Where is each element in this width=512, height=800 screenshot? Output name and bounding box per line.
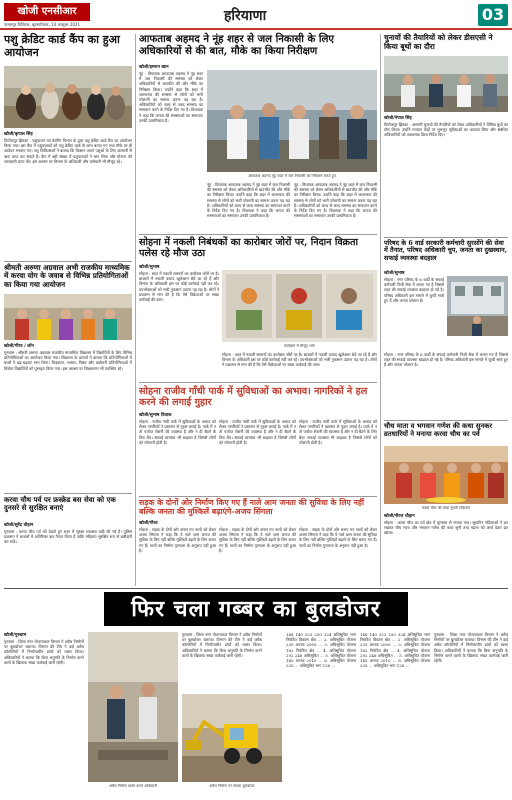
article-body: फिरोजपुर झिरका : पशुपालन एवं डेयरिंग विभाग के द्वारा पशु क्रेडिट कार्ड कैंप का आयोजन किया गया। इस कैंप में पशुपालकों को पशु क्रेडिट कार्ड के लाभ बताए गए तथा मौके पर ही आवेदन भरवाए गए। पशु चिकित्सकों ने बताया कि किसान अपने पशुओं के लिए आसानी से ऋण प्राप्त कर सकते हैं। कैंप में बड़ी संख्या में पशुपालकों ने भाग लिया और योजना की जानकारी प्राप्त की। इस अवसर पर विभाग के अधिकारी और कर्मचारी भी मौजूद रहे। bbox=[4, 138, 132, 164]
article-body: सोहना : करवा चौथ का पर्व क्षेत्र में धूमधाम से मनाया गया। सुहागिन महिलाओं ने व्रत रखकर चौथ माता और भगवान गणेश की कथा सुनी तथा चंद्रमा को अर्घ्य देकर व्रत खोला। bbox=[384, 520, 508, 536]
photo-caption: कार्यक्रम में मौजूद लोग bbox=[284, 344, 315, 348]
photo-fake-goods bbox=[222, 270, 377, 342]
byline: खोजी/नेपाल सिंह bbox=[384, 116, 412, 121]
newspaper-logo: खोजी एनसीआर bbox=[4, 3, 90, 21]
page-number: 03 bbox=[478, 4, 508, 26]
headline-fake-goods-sohna: सोहना में नकली निबंधकों का कारोबार जोरों पर, निदान विक्रता पलेस रहे मौज उठा bbox=[139, 237, 358, 260]
article-body: सोहना : सड़क के दोनों ओर बनाए गए नालों को लेकर अजय सिंगला ने कहा कि ये नाले आम जनता की सुविधा के लिए नहीं बल्कि मुश्किलें बढ़ाने के लिए बनाए गए हैं। नालों का निर्माण गुणवत्ता के अनुरूप नहीं हुआ है। bbox=[219, 527, 296, 553]
divider bbox=[139, 234, 377, 235]
byline: खोजी/गौरव / लॉन bbox=[4, 344, 34, 349]
byline: खोजी/सुभाष विवाक bbox=[139, 413, 172, 418]
photo-karwa-chauth bbox=[384, 446, 508, 504]
article-body: सोहना : सड़क के दोनों ओर बनाए गए नालों को लेकर अजय सिंगला ने कहा कि ये नाले आम जनता की सुविधा के लिए नहीं बल्कि मुश्किलें बढ़ाने के लिए बनाए गए हैं। नालों का निर्माण गुणवत्ता के अनुरूप नहीं हुआ है। bbox=[139, 527, 216, 553]
article-body: गुरुग्राम : श्रीमती अरुणा अग्रवाल राजकीय माध्यमिक विद्यालय में विद्यार्थियों के लिए विभिन्न प्रतियोगिताओं का आयोजन किया गया। विद्यालय के प्राचार्य ने बताया कि प्रतियोगिताओं में बच्चों ने बढ़-चढ़कर भाग लिया। चित्रकला, भाषण, निबंध और प्रश्नोत्तरी प्रतियोगिताओं में विजेता विद्यार्थियों को पुरस्कृत किया गया। इस अवसर पर शिक्षकगण भी उपस्थित रहे। bbox=[4, 350, 132, 371]
byline: खोजी/सुभाष bbox=[384, 271, 405, 276]
divider bbox=[4, 493, 132, 494]
section-title: हरियाणा bbox=[224, 8, 267, 24]
byline: खोजी/कृपाल सिंह bbox=[4, 132, 33, 137]
headline-rajiv-gandhi-park: सोहना राजीव गाँधी पार्क में सुविधाओं का अभाव। नागरिकों ने हल करने की लगाई गुहार bbox=[139, 386, 368, 409]
byline: खोजी/गौरव bbox=[139, 521, 158, 526]
photo-cattle-camp bbox=[4, 66, 132, 128]
photo-caption: अवैध निर्माण ध्वस्त करते अधिकारी bbox=[109, 784, 157, 788]
article-body: फिरोजपुर झिरका : आगामी चुनावों की तैयारियों को लेकर अधिकारियों ने विभिन्न बूथों का दौरा किया। उन्होंने मतदान केंद्रों पर मूलभूत सुविधाओं का जायजा लिया और संबंधित अधिकारियों को आवश्यक दिशा-निर्देश दिए। bbox=[384, 122, 508, 138]
photo-school-event bbox=[4, 294, 132, 340]
article-body: सोहना : राजीव गांधी पार्क में सुविधाओं के अभाव को लेकर नागरिकों ने प्रशासन से गुहार लगाई है। पार्क में न तो पर्याप्त रोशनी की व्यवस्था है और न ही बैठने के लिए बेंच। सफाई व्यवस्था भी बदहाल है जिससे लोगों को परेशानी होती है। bbox=[299, 419, 377, 445]
headline-election-booths: चुनावों की तैयारियों को लेकर डीसएसी ने किया बूथों का दौरा bbox=[384, 33, 493, 51]
masthead bbox=[0, 0, 512, 30]
article-body: गुरुग्राम : जिला नगर योजनाकार विभाग ने अवैध निर्माणों पर बुलडोजर चलाया। विभाग की टीम ने कई अवैध कॉलोनियों में निर्माणाधीन ढांचों को ध्वस्त किया। अधिकारियों ने बताया कि बिना अनुमति के निर्माण करने वालों के खिलाफ सख्त कार्रवाई जारी रहेगी। bbox=[4, 639, 84, 665]
headline-school-competitions: श्रीमती अरुणा अग्रवाल अभी राजकीय माध्यमिक में करवा योग के जवाब से विभिन्न प्रतियोगिताओं का किया गया आयोजन bbox=[4, 263, 130, 289]
article-body: नूंह : विधायक आफताब अहमद ने नूंह शहर में जल निकासी की समस्या को लेकर अधिकारियों से बातचीत की और मौके का निरीक्षण किया। उन्होंने कहा कि शहर में जलभराव की समस्या से लोगों को भारी परेशानी का सामना करना पड़ रहा है। अधिकारियों को जल्द से जल्द समस्या का समाधान करने के निर्देश दिए गए हैं। विधायक ने कहा कि जनता की समस्याओं का समाधान उनकी प्राथमिकता है। bbox=[207, 182, 290, 219]
headline-council-workers: परिषद के 6 वार्ड सरकारी कर्मचारी सुरसोंगे की सेवा में तैनात, परिषद अधिकारी चुप, जनता का दुखस्थान, सफाई व्यवस्था बदहाल bbox=[384, 239, 507, 262]
headline-drains-ajay-singla: सड़क के दोनों ओर निर्माण किए गए हैं नाले आम जनता की सुविधा के लिए नहीं बल्कि जनता की मुश्किलें बढ़ाएंगे-अजय सिंगला bbox=[139, 498, 365, 516]
headline-karwa-chauth-katha: चौथ माता व भगवान गणेश की कथा सुनकर व्रतधारियों ने मनाया करवा चौथ का पर्व bbox=[384, 422, 493, 438]
notification-list: 148 149 323 250 324 अधिसूचित भाग नियंत्रित विकास क्षेत्र ... 2. अधिसूचित योजना 235 अनाज 2009 ... 3. अधिसूचित योजना 182 नियंत्रित क्षेत्र ... 4. अधिसूचित योजना 292 246 अधिसूचित ... 5. अधिसूचित योजना 145 अनाज 2010 ... 6. अधिसूचित योजना 235 ... अधिसूचित भाग 128 ... bbox=[360, 632, 430, 669]
article-body: सोहना : राजीव गांधी पार्क में सुविधाओं के अभाव को लेकर नागरिकों ने प्रशासन से गुहार लगाई है। पार्क में न तो पर्याप्त रोशनी की व्यवस्था है और न ही बैठने के लिए बेंच। सफाई व्यवस्था भी बदहाल है जिससे लोगों को परेशानी होती है। bbox=[219, 419, 296, 445]
divider bbox=[139, 382, 377, 383]
headline-aftab-ahmed: आफताब अहमद ने नूंह शहर से जल निकासी के लिए अधिकारियों से की बात, मौके का किया निरीक्षण bbox=[139, 33, 335, 57]
divider bbox=[384, 420, 508, 421]
photo-caption: आफताब अहमद नूंह शहर में जल निकासी का निरीक्षण करते हुए bbox=[248, 174, 336, 178]
photo-caption: अवैध निर्माण पर चलता बुलडोजर bbox=[209, 784, 255, 788]
article-body: गुरुग्राम : करवा चौथ पर्व को देखते हुए शहर में सुरक्षा व्यवस्था कड़ी की गई है। पुलिस प्रशासन ने बाजारों में अतिरिक्त बल तैनात किया है ताकि महिलाएं सुरक्षित रूप से खरीदारी कर सकें। bbox=[4, 529, 132, 545]
article-body: गुरुग्राम : जिला नगर योजनाकार विभाग ने अवैध निर्माणों पर बुलडोजर चलाया। विभाग की टीम ने कई अवैध कॉलोनियों में निर्माणाधीन ढांचों को ध्वस्त किया। अधिकारियों ने बताया कि बिना अनुमति के निर्माण करने वालों के खिलाफ सख्त कार्रवाई जारी रहेगी। bbox=[434, 632, 508, 664]
column-divider bbox=[135, 34, 136, 586]
article-body: सोहना : नगर परिषद के 6 वार्डों के सफाई कर्मचारी निजी सेवा में लगाए गए हैं जिससे शहर की सफाई व्यवस्था बदहाल हो गई है। परिषद अधिकारी इस मामले में चुप्पी साधे हुए हैं और जनता परेशान है। bbox=[384, 352, 508, 368]
byline: खोजी/नीरज चौहान bbox=[384, 514, 415, 519]
byline: खोजी/सुरेंद्र चौहान bbox=[4, 523, 34, 528]
photo-aftab-inspection bbox=[207, 70, 377, 172]
article-body: सोहना : शहर में नकली सामानों का कारोबार जोरों पर है। बाजारों में नकली उत्पाद खुलेआम बेचे जा रहे हैं और विभाग के अधिकारी इस पर कोई कार्रवाई नहीं कर रहे। उपभोक्ताओं को भारी नुकसान उठाना पड़ रहा है। लोगों ने प्रशासन से मांग की है कि ऐसे विक्रेताओं पर सख्त कार्रवाई की जाए। bbox=[139, 271, 219, 303]
headline-bulldozer-banner: फिर चला गब्बर का बुलडोजर bbox=[104, 592, 408, 626]
article-body: नूंह : विधायक आफताब अहमद ने नूंह शहर में जल निकासी की समस्या को लेकर अधिकारियों से बातचीत की और मौके का निरीक्षण किया। उन्होंने कहा कि शहर में जलभराव की समस्या से लोगों को भारी परेशानी का सामना करना पड़ रहा है। अधिकारियों को जल्द से जल्द समस्या का समाधान करने के निर्देश दिए गए हैं। विधायक ने कहा कि जनता की समस्याओं का समाधान उनकी प्राथमिकता है। bbox=[294, 182, 377, 219]
article-body: सोहना : नगर परिषद के 6 वार्डों के सफाई कर्मचारी निजी सेवा में लगाए गए हैं जिससे शहर की सफाई व्यवस्था बदहाल हो गई है। परिषद अधिकारी इस मामले में चुप्पी साधे हुए हैं और जनता परेशान है। bbox=[384, 277, 444, 303]
article-body: सोहना : शहर में नकली सामानों का कारोबार जोरों पर है। बाजारों में नकली उत्पाद खुलेआम बेचे जा रहे हैं और विभाग के अधिकारी इस पर कोई कार्रवाई नहीं कर रहे। उपभोक्ताओं को भारी नुकसान उठाना पड़ रहा है। लोगों ने प्रशासन से मांग की है कि ऐसे विक्रेताओं पर सख्त कार्रवाई की जाए। bbox=[222, 352, 377, 368]
divider bbox=[384, 237, 508, 238]
divider bbox=[139, 496, 377, 497]
article-body: नूंह : विधायक आफताब अहमद ने नूंह शहर में जल निकासी की समस्या को लेकर अधिकारियों से बातचीत की और मौके का निरीक्षण किया। उन्होंने कहा कि शहर में जलभराव की समस्या से लोगों को भारी परेशानी का सामना करना पड़ रहा है। अधिकारियों को जल्द से जल्द समस्या का समाधान करने के निर्देश दिए गए हैं। विधायक ने कहा कि जनता की समस्याओं का समाधान उनकी प्राथमिकता है। bbox=[139, 71, 203, 123]
byline: खोजी/गुरुग्राम bbox=[4, 633, 27, 638]
photo-caption: करवा चौथ की कथा सुनती महिलाएं bbox=[421, 506, 471, 510]
notification-list: 148 149 323 250 324 अधिसूचित भाग नियंत्रित विकास क्षेत्र ... 2. अधिसूचित योजना 235 अनाज 2009 ... 3. अधिसूचित योजना 182 नियंत्रित क्षेत्र ... 4. अधिसूचित योजना 292 246 अधिसूचित ... 5. अधिसूचित योजना 145 अनाज 2010 ... 6. अधिसूचित योजना 235 ... अधिसूचित भाग 128 ... bbox=[286, 632, 356, 669]
divider bbox=[4, 261, 132, 262]
photo-council bbox=[447, 276, 508, 336]
headline-cattle-card-camp: पशु क्रेडिट कार्ड कैंप का हुआ आयोजन bbox=[4, 33, 120, 59]
article-body: सोहना : राजीव गांधी पार्क में सुविधाओं के अभाव को लेकर नागरिकों ने प्रशासन से गुहार लगाई है। पार्क में न तो पर्याप्त रोशनी की व्यवस्था है और न ही बैठने के लिए बेंच। सफाई व्यवस्था भी बदहाल है जिससे लोगों को परेशानी होती है। bbox=[139, 419, 216, 445]
byline: खोजी/सुभाष bbox=[139, 265, 160, 270]
article-body: सोहना : सड़क के दोनों ओर बनाए गए नालों को लेकर अजय सिंगला ने कहा कि ये नाले आम जनता की सुविधा के लिए नहीं बल्कि मुश्किलें बढ़ाने के लिए बनाए गए हैं। नालों का निर्माण गुणवत्ता के अनुरूप नहीं हुआ है। bbox=[299, 527, 377, 548]
byline: खोजी/इमरान खान bbox=[139, 65, 169, 70]
headline-karwa-chauth-bus: करवा चौथ पर्व पर फ्रस्क्रेड बस सेवा को एक दुनसरे से सुरक्षित बनाएं bbox=[4, 495, 116, 513]
photo-booth-visit bbox=[384, 56, 508, 112]
photo-demolition-officials bbox=[88, 632, 178, 782]
column-divider bbox=[380, 34, 381, 586]
photo-bulldozer bbox=[182, 694, 282, 782]
article-body: गुरुग्राम : जिला नगर योजनाकार विभाग ने अवैध निर्माणों पर बुलडोजर चलाया। विभाग की टीम ने कई अवैध कॉलोनियों में निर्माणाधीन ढांचों को ध्वस्त किया। अधिकारियों ने बताया कि बिना अनुमति के निर्माण करने वालों के खिलाफ सख्त कार्रवाई जारी रहेगी। bbox=[182, 632, 262, 658]
section-divider bbox=[4, 588, 508, 589]
dateline: पालमपुर डिजिटल, बृहस्पतिवार, 14 अक्टूबर 2021 bbox=[4, 22, 81, 27]
